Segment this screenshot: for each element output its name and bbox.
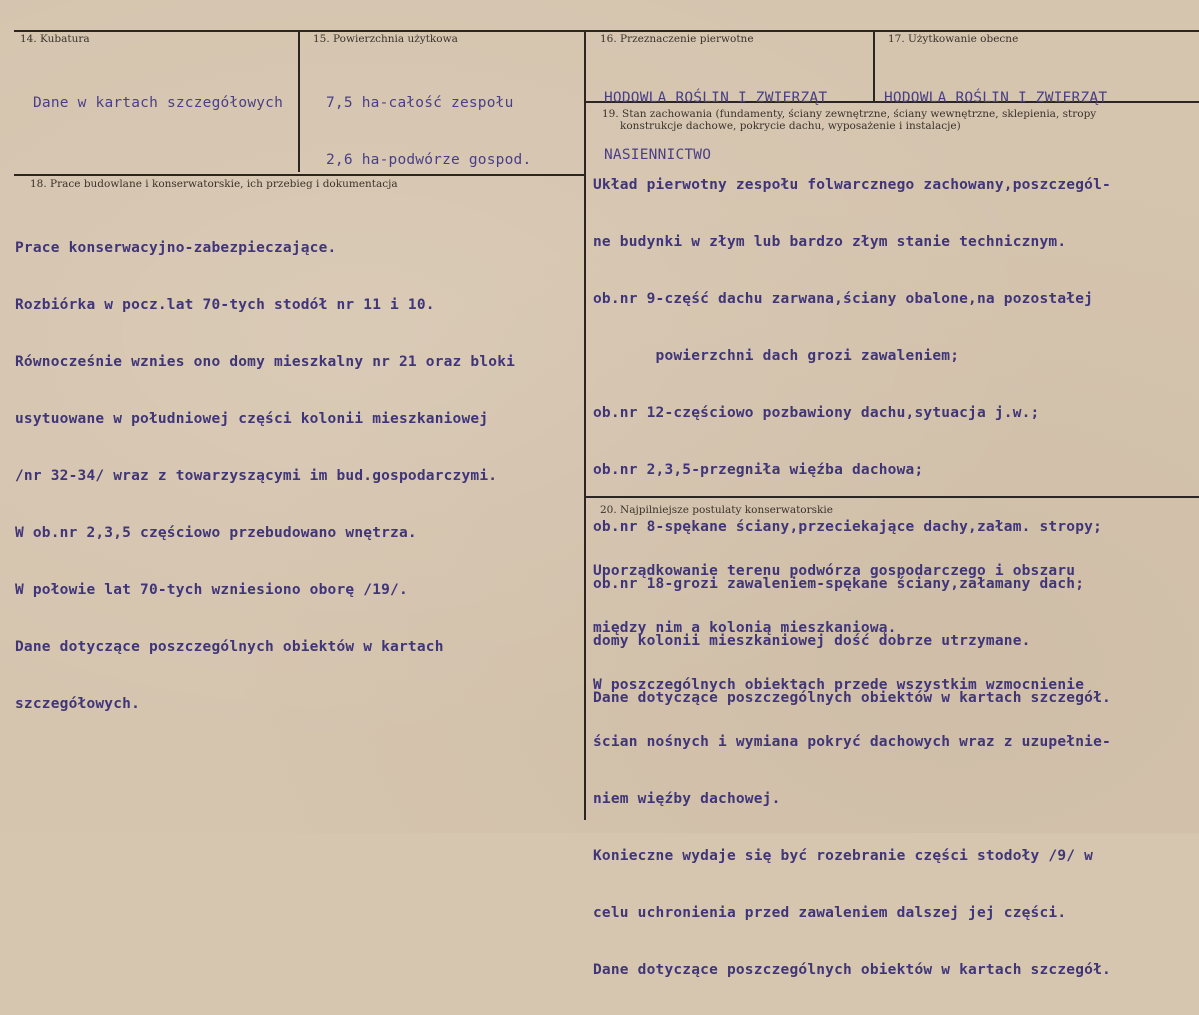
section-20-line: Dane dotyczące poszczególnych obiektów w kartach szczegół. <box>593 962 1111 978</box>
divider-16-17 <box>873 30 875 102</box>
section-18-line: /nr 32-34/ wraz z towarzyszącymi im bud.gospodarczymi. <box>15 468 498 484</box>
section-18-line: Dane dotyczące poszczególnych obiektów w kartach <box>15 639 444 655</box>
section-19-line: ob.nr 18-grozi zawaleniem-spękane ściany,załamany dach; <box>593 576 1085 592</box>
section-14-text <box>33 59 283 148</box>
section-18-line: W połowie lat 70-tych wzniesiono oborę /19/. <box>15 582 408 598</box>
section-20-label: 20. Najpilniejsze postulaty konserwatorskie <box>600 504 833 516</box>
section-17-line: HODOWLA ROŚLIN I ZWIERZĄT <box>884 90 1108 106</box>
section-19-line: ob.nr 12-częściowo pozbawiony dachu,sytuacja j.w.; <box>593 405 1040 421</box>
section-19-line: ne budynki w złym lub bardzo złym stanie technicznym. <box>593 234 1067 250</box>
section-18-text <box>15 204 515 749</box>
section-19-line: domy kolonii mieszkaniowej dość dobrze utrzymane. <box>593 633 1031 649</box>
section-19-line: ob.nr 2,3,5-przegniła więźba dachowa; <box>593 462 924 478</box>
section-19-line: ob.nr 8-spękane ściany,przeciekające dachy,załam. stropy; <box>593 519 1102 535</box>
section-18-line: szczegółowych. <box>15 696 141 712</box>
section-14-line: Dane w kartach szczegółowych <box>33 95 284 111</box>
section-17-label: 17. Użytkowanie obecne <box>888 33 1019 45</box>
section-20-line: W poszczególnych obiektach przede wszystkim wzmocnienie <box>593 677 1085 693</box>
section-15-label: 15. Powierzchnia użytkowa <box>313 33 458 45</box>
center-divider <box>584 30 586 820</box>
section-15-line: 7,5 ha-całość zespołu <box>326 95 514 111</box>
section-19-label-cont: konstrukcje dachowe, pokrycie dachu, wyposażenie i instalacje) <box>620 120 961 132</box>
section-16-line: NASIENNICTWO <box>604 147 712 163</box>
section-19-line: Dane dotyczące poszczególnych obiektów w kartach szczegół. <box>593 690 1111 706</box>
section-20-line: niem więźby dachowej. <box>593 791 781 807</box>
divider-14-15 <box>298 30 300 172</box>
section-16-label: 16. Przeznaczenie pierwotne <box>600 33 754 45</box>
section-19-line: Układ pierwotny zespołu folwarcznego zachowany,poszczegól- <box>593 177 1111 193</box>
section-20-line: Konieczne wydaje się być rozebranie części stodoły /9/ w <box>593 848 1094 864</box>
section-19-label: 19. Stan zachowania (fundamenty, ściany zewnętrzne, ściany wewnętrzne, sklepienia, stropy <box>602 108 1097 120</box>
section-20-line: między nim a kolonią mieszkaniową. <box>593 620 897 636</box>
section-16-line: HODOWLA ROŚLIN I ZWIERZĄT <box>604 90 828 106</box>
top-border <box>14 30 1199 32</box>
section-19-line: powierzchni dach grozi zawaleniem; <box>593 348 960 364</box>
section-18-line: Rozbiórka w pocz.lat 70-tych stodół nr 11 i 10. <box>15 297 435 313</box>
section-15-line: 2,6 ha-podwórze gospod. <box>326 152 532 168</box>
section-20-line: Uporządkowanie terenu podwórza gospodarczego i obszaru <box>593 563 1076 579</box>
section-14-label: 14. Kubatura <box>20 33 90 45</box>
section-20-line: celu uchronienia przed zawaleniem dalszej jej części. <box>593 905 1067 921</box>
section-18-line: Równocześnie wznies ono domy mieszkalny nr 21 oraz bloki <box>15 354 516 370</box>
section-20-text <box>593 527 1111 1015</box>
section-18-line: Prace konserwacyjno-zabezpieczające. <box>15 240 337 256</box>
section-20-line: ścian nośnych i wymiana pokryć dachowych wraz z uzupełnie- <box>593 734 1111 750</box>
section-18-label: 18. Prace budowlane i konserwatorskie, ich przebieg i dokumentacja <box>30 178 398 190</box>
section-19-line: ob.nr 9-część dachu zarwana,ściany obalone,na pozostałej <box>593 291 1094 307</box>
section-18-line: W ob.nr 2,3,5 częściowo przebudowano wnętrza. <box>15 525 417 541</box>
section-18-line: usytuowane w południowej części kolonii mieszkaniowej <box>15 411 489 427</box>
